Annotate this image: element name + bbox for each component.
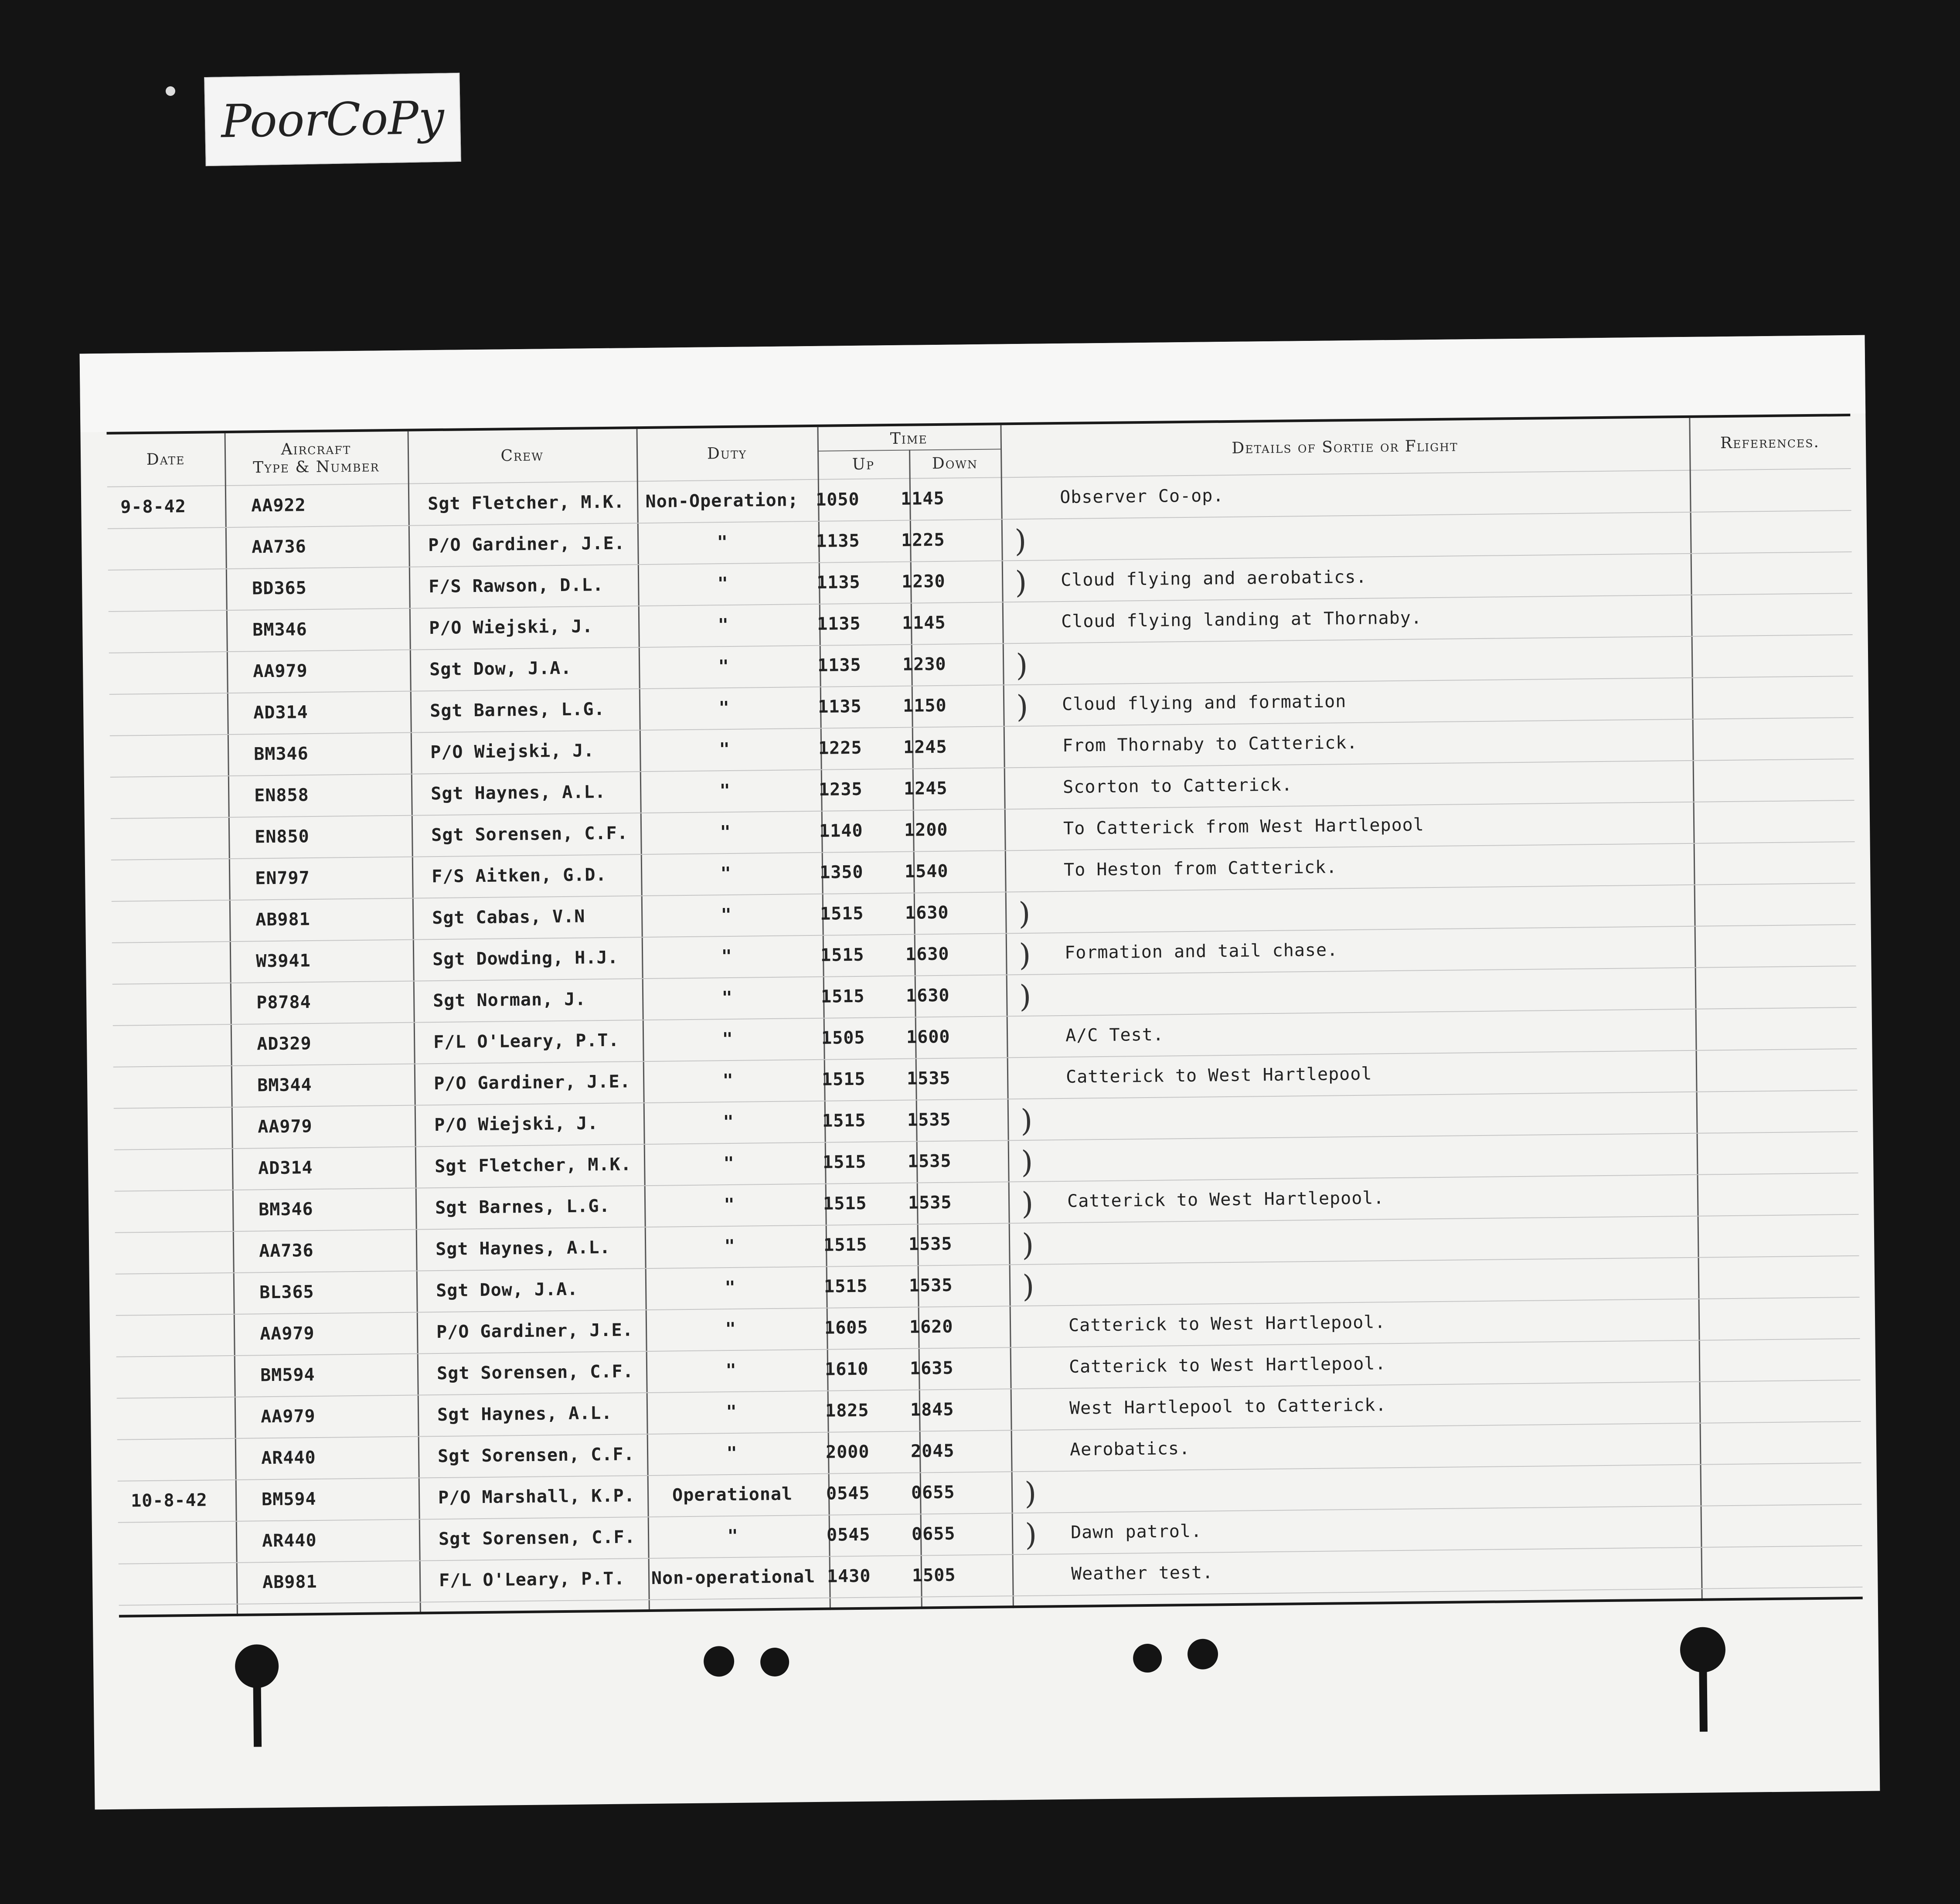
header-date-label: Date	[146, 450, 185, 469]
group-bracket-mark: )	[1019, 978, 1031, 1015]
row-crew: P/O Gardiner, J.E.	[436, 1320, 633, 1343]
row-aircraft: BM346	[254, 744, 309, 765]
punch-hole	[1188, 1639, 1218, 1669]
row-crew: Sgt Haynes, A.L.	[437, 1403, 612, 1425]
row-crew: Sgt Sorensen, C.F.	[438, 1527, 636, 1550]
row-time-up: 0545	[826, 1483, 870, 1504]
row-crew: P/O Marshall, K.P.	[438, 1486, 635, 1508]
row-time-up: 1135	[817, 613, 861, 634]
row-aircraft: BD365	[252, 578, 307, 599]
row-crew: Sgt Barnes, L.G.	[430, 699, 605, 721]
header-down	[909, 451, 1001, 476]
row-duty: "	[724, 1236, 735, 1257]
row-time-down: 1630	[905, 985, 950, 1006]
row-time-down: 1620	[909, 1316, 953, 1337]
row-aircraft: AR440	[261, 1447, 316, 1469]
row-duty: "	[723, 1112, 734, 1132]
row-time-up: 1140	[819, 820, 863, 841]
row-time-down: 1505	[912, 1565, 956, 1586]
row-time-up: 1135	[816, 530, 860, 551]
row-crew: P/O Gardiner, J.E.	[428, 533, 625, 556]
row-rule	[119, 1587, 1863, 1606]
row-crew: Sgt Haynes, A.L.	[431, 782, 606, 804]
row-time-down: 1200	[904, 819, 948, 840]
row-duty: "	[718, 697, 730, 718]
row-time-down: 1630	[905, 944, 949, 965]
row-time-up: 1610	[824, 1359, 869, 1380]
row-aircraft: BL365	[259, 1282, 314, 1303]
row-duty: Non-Operation;	[645, 490, 799, 512]
row-time-up: 1430	[827, 1566, 871, 1587]
row-crew: Sgt Fletcher, M.K.	[428, 492, 625, 514]
row-time-down: 1630	[905, 902, 949, 923]
row-duty: "	[720, 863, 732, 884]
punch-hole	[704, 1646, 735, 1677]
row-time-down: 1535	[906, 1068, 951, 1089]
row-aircraft: EN797	[255, 868, 310, 889]
row-time-up: 1515	[822, 1110, 866, 1131]
row-details: Catterick to West Hartlepool.	[1068, 1353, 1386, 1377]
row-time-down: 1845	[910, 1399, 954, 1420]
row-details: Dawn patrol.	[1070, 1521, 1202, 1543]
group-bracket-mark: )	[1024, 1516, 1037, 1553]
row-time-up: 1135	[817, 655, 861, 676]
row-crew: Sgt Barnes, L.G.	[435, 1196, 610, 1218]
row-date: 10-8-42	[130, 1490, 208, 1511]
row-time-up: 1135	[816, 572, 861, 593]
header-up	[817, 452, 909, 477]
row-duty: "	[722, 1029, 733, 1050]
group-bracket-mark: )	[1022, 1268, 1034, 1305]
group-bracket-mark: )	[1021, 1144, 1033, 1180]
row-details: Weather test.	[1071, 1562, 1214, 1584]
row-duty: "	[725, 1319, 736, 1340]
header-duty	[636, 429, 818, 479]
header-up-label: Up	[852, 455, 875, 473]
punch-hole	[1133, 1644, 1162, 1673]
group-bracket-mark: )	[1021, 1185, 1034, 1222]
row-time-up: 1515	[820, 903, 864, 924]
row-duty: "	[725, 1360, 737, 1381]
row-time-up: 1515	[823, 1193, 867, 1214]
header-down-label: Down	[932, 454, 978, 473]
row-details: Scorton to Catterick.	[1062, 775, 1293, 797]
header-crew-label: Crew	[500, 446, 544, 465]
row-time-down: 1230	[901, 571, 946, 592]
row-crew: Sgt Sorensen, C.F.	[431, 823, 628, 846]
row-crew: Sgt Norman, J.	[432, 989, 586, 1011]
row-time-down: 1535	[907, 1109, 951, 1130]
row-aircraft: BM346	[258, 1199, 313, 1220]
row-crew: P/O Gardiner, J.E.	[433, 1071, 631, 1094]
row-details: To Catterick from West Hartlepool	[1063, 815, 1425, 839]
row-aircraft: AA736	[259, 1241, 314, 1261]
row-time-down: 1150	[902, 695, 947, 716]
photo-speck	[166, 86, 175, 96]
row-duty: "	[721, 904, 732, 925]
punch-slot	[253, 1681, 262, 1747]
row-time-down: 1600	[906, 1027, 950, 1047]
row-time-down: 1535	[907, 1151, 952, 1172]
row-details: West Hartlepool to Catterick.	[1069, 1395, 1387, 1418]
row-aircraft: AB981	[262, 1571, 317, 1593]
row-crew: F/S Aitken, G.D.	[431, 864, 607, 887]
row-time-up: 1515	[820, 986, 865, 1007]
row-time-down: 1535	[908, 1234, 953, 1255]
row-duty: "	[725, 1277, 736, 1298]
row-details: From Thornaby to Catterick.	[1062, 732, 1358, 756]
group-bracket-mark: )	[1014, 523, 1027, 559]
row-aircraft: AA979	[257, 1116, 313, 1137]
row-duty: "	[724, 1194, 735, 1215]
row-aircraft: BM594	[260, 1365, 315, 1386]
header-crew	[408, 431, 637, 481]
row-details: To Heston from Catterick.	[1063, 857, 1337, 880]
row-duty: Operational	[672, 1484, 793, 1506]
row-crew: Sgt Dow, J.A.	[436, 1279, 578, 1301]
row-details: Catterick to West Hartlepool	[1065, 1064, 1372, 1087]
row-duty: Non-operational	[651, 1567, 816, 1588]
row-time-down: 0655	[911, 1482, 955, 1503]
row-duty: "	[727, 1526, 738, 1547]
row-crew: Sgt Sorensen, C.F.	[437, 1444, 635, 1467]
row-details: Cloud flying and formation	[1062, 691, 1347, 714]
row-time-up: 2000	[825, 1442, 870, 1462]
row-time-down: 1145	[902, 612, 946, 633]
row-duty: "	[726, 1443, 738, 1464]
poor-copy-label: PoorCoPy	[204, 73, 461, 166]
row-time-up: 1825	[825, 1400, 869, 1421]
row-time-down: 1535	[908, 1192, 952, 1213]
header-time-label: Time	[890, 429, 928, 448]
header-aircraft-line2: Type & Number	[253, 457, 380, 477]
row-details: Catterick to West Hartlepool.	[1067, 1188, 1385, 1211]
row-time-up: 1050	[815, 489, 860, 510]
row-details: Cloud flying landing at Thornaby.	[1061, 608, 1422, 632]
row-duty: "	[718, 656, 730, 677]
row-aircraft: AA979	[259, 1323, 315, 1344]
header-date	[107, 435, 225, 484]
row-time-up: 1225	[818, 738, 862, 758]
row-time-down: 1535	[909, 1275, 953, 1296]
row-time-up: 1235	[818, 779, 863, 800]
row-aircraft: AA922	[251, 495, 306, 516]
row-crew: Sgt Dowding, H.J.	[432, 947, 619, 970]
row-details: Formation and tail chase.	[1064, 940, 1338, 963]
row-time-up: 1605	[824, 1317, 868, 1338]
row-time-down: 1145	[900, 488, 945, 509]
group-bracket-mark: )	[1015, 647, 1028, 683]
row-aircraft: BM594	[261, 1489, 316, 1510]
row-duty: "	[719, 739, 730, 760]
header-details-label: Details of Sortie or Flight	[1232, 437, 1458, 458]
row-crew: P/O Wiejski, J.	[434, 1113, 599, 1136]
row-crew: Sgt Fletcher, M.K.	[434, 1154, 632, 1177]
row-aircraft: AA979	[253, 661, 308, 682]
row-crew: P/O Wiejski, J.	[429, 616, 593, 639]
row-duty: "	[717, 573, 729, 594]
row-aircraft: AA736	[252, 537, 306, 558]
row-duty: "	[717, 532, 728, 553]
punch-slot	[1699, 1666, 1708, 1732]
header-aircraft	[225, 433, 408, 483]
group-bracket-mark: )	[1016, 688, 1028, 725]
header-references	[1689, 418, 1851, 468]
row-crew: Sgt Sorensen, C.F.	[436, 1361, 634, 1384]
row-time-up: 1135	[817, 696, 862, 717]
row-duty: "	[721, 946, 732, 967]
row-time-up: 0545	[826, 1524, 871, 1545]
row-time-up: 1515	[822, 1152, 867, 1173]
row-crew: P/O Wiejski, J.	[430, 741, 595, 763]
row-duty: "	[718, 615, 729, 636]
flight-log-table	[107, 414, 1863, 1618]
group-bracket-mark: )	[1018, 937, 1031, 973]
row-aircraft: EN858	[254, 785, 309, 806]
row-aircraft: BM344	[257, 1075, 312, 1096]
group-bracket-mark: )	[1014, 564, 1027, 601]
group-bracket-mark: )	[1024, 1475, 1037, 1511]
group-bracket-mark: )	[1020, 1102, 1033, 1139]
row-time-down: 0655	[911, 1523, 956, 1544]
row-aircraft: AR440	[262, 1530, 317, 1551]
row-crew: Sgt Cabas, V.N	[432, 906, 585, 928]
row-aircraft: AD314	[253, 702, 308, 723]
row-aircraft: AB981	[255, 909, 310, 930]
row-time-up: 1350	[819, 862, 864, 883]
row-duty: "	[723, 1153, 735, 1174]
row-crew: Sgt Haynes, A.L.	[435, 1237, 611, 1260]
row-details: A/C Test.	[1065, 1024, 1164, 1046]
row-duty: "	[726, 1401, 737, 1422]
header-time	[817, 427, 1001, 450]
row-crew: F/L O'Leary, P.T.	[433, 1030, 619, 1053]
row-aircraft: BM346	[252, 619, 307, 640]
row-time-down: 1635	[909, 1358, 954, 1379]
header-aircraft-line1: Aircraft	[281, 439, 351, 459]
header-duty-label: Duty	[707, 444, 747, 463]
row-crew: F/S Rawson, D.L.	[429, 575, 604, 597]
row-time-up: 1505	[821, 1027, 865, 1048]
row-time-down: 1230	[902, 654, 946, 675]
row-details: Observer Co-op.	[1059, 486, 1224, 508]
row-crew: F/L O'Leary, P.T.	[439, 1568, 625, 1591]
row-time-up: 1515	[821, 1069, 866, 1090]
row-details: Cloud flying and aerobatics.	[1060, 567, 1367, 590]
row-time-down: 1540	[904, 861, 949, 882]
row-duty: "	[722, 1070, 734, 1091]
row-duty: "	[720, 822, 731, 843]
row-time-down: 1225	[901, 530, 945, 551]
row-aircraft: W3941	[256, 951, 311, 972]
punch-hole	[760, 1648, 789, 1677]
header-details	[1000, 420, 1689, 475]
row-details: Aerobatics.	[1069, 1438, 1191, 1460]
row-aircraft: P8784	[256, 992, 311, 1013]
row-aircraft: AA979	[260, 1406, 316, 1427]
group-bracket-mark: )	[1018, 895, 1031, 932]
row-crew: Sgt Dow, J.A.	[429, 658, 572, 680]
header-references-label: References.	[1720, 433, 1820, 452]
punch-hole	[1680, 1627, 1725, 1673]
row-time-up: 1515	[820, 945, 864, 966]
row-time-down: 1245	[903, 778, 948, 799]
row-duty: "	[721, 987, 733, 1008]
row-aircraft: AD329	[256, 1034, 312, 1054]
operations-record-sheet	[80, 335, 1880, 1810]
row-date: 9-8-42	[120, 496, 187, 517]
row-aircraft: EN850	[255, 826, 310, 847]
row-aircraft: AD314	[258, 1158, 313, 1179]
row-time-down: 1245	[903, 737, 947, 758]
row-time-down: 2045	[910, 1441, 955, 1462]
row-time-up: 1515	[823, 1276, 868, 1297]
group-bracket-mark: )	[1021, 1227, 1034, 1263]
row-time-up: 1515	[823, 1234, 868, 1255]
row-details: Catterick to West Hartlepool.	[1068, 1312, 1386, 1336]
row-duty: "	[719, 780, 731, 801]
